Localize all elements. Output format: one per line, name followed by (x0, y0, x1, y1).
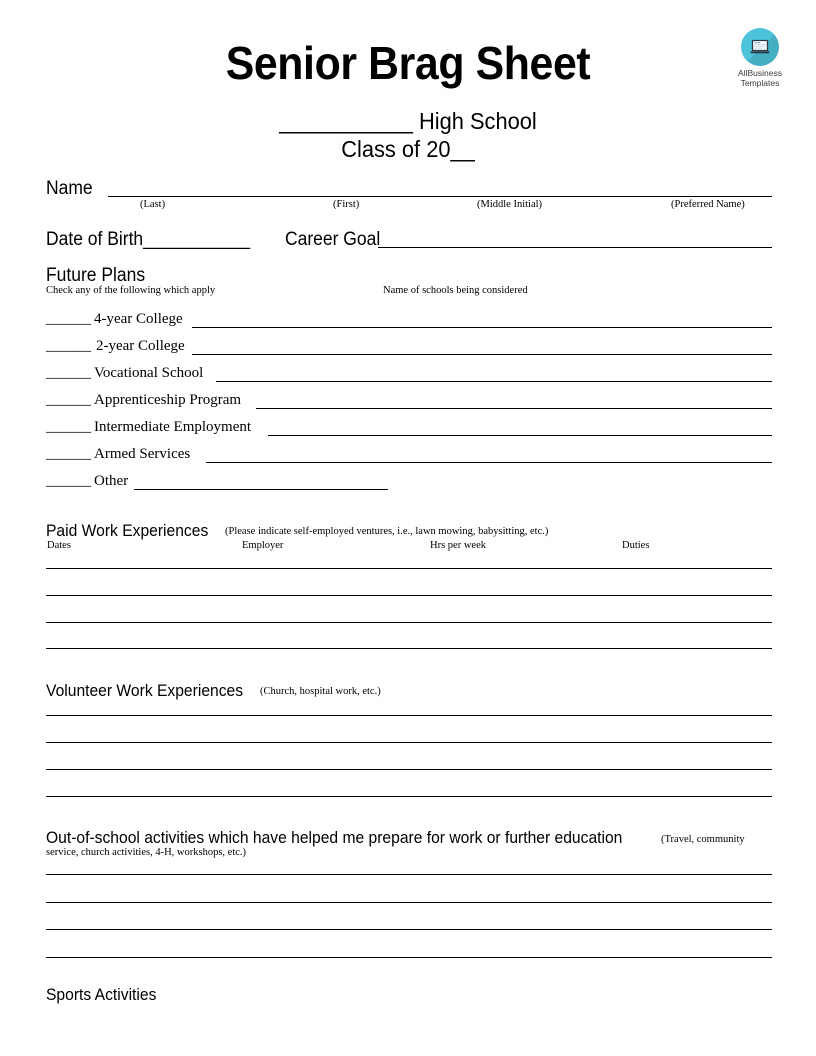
out-of-school-heading: Out-of-school activities which have helped me prepare for work or further education (46, 828, 623, 847)
future-plan-checkbox-blank-0[interactable]: ______ (46, 311, 91, 327)
sports-activities-heading: Sports Activities (46, 985, 157, 1004)
out-of-school-row-line-1[interactable] (46, 902, 772, 903)
logo-text-line1: AllBusiness (738, 68, 782, 78)
future-plan-line-4[interactable] (268, 435, 772, 436)
future-plan-line-1[interactable] (192, 354, 772, 355)
date-of-birth-label[interactable]: Date of Birth___________ (46, 229, 251, 250)
future-plan-line-3[interactable] (256, 408, 772, 409)
paid-work-row-line-1[interactable] (46, 595, 772, 596)
name-input-line[interactable] (108, 196, 772, 197)
paid-work-row-line-0[interactable] (46, 568, 772, 569)
future-plan-checkbox-blank-5[interactable]: ______ (46, 446, 91, 462)
future-plan-label-armed-services: Armed Services (94, 446, 191, 462)
name-sublabel-preferred-name: (Preferred Name) (671, 199, 745, 210)
paid-work-column-duties: Duties (622, 540, 650, 551)
name-label: Name (46, 178, 93, 199)
volunteer-work-heading: Volunteer Work Experiences (46, 681, 244, 700)
volunteer-work-note: (Church, hospital work, etc.) (260, 686, 381, 697)
future-plan-label-intermediate-employment: Intermediate Employment (94, 419, 252, 435)
volunteer-work-row-line-3[interactable] (46, 796, 772, 797)
page-title: Senior Brag Sheet (225, 37, 591, 89)
career-goal-label: Career Goal (285, 229, 381, 250)
name-sublabel-first: (First) (333, 199, 360, 210)
out-of-school-row-line-2[interactable] (46, 929, 772, 930)
career-goal-input-line[interactable] (378, 247, 772, 248)
future-plan-line-5[interactable] (206, 462, 772, 463)
future-plan-checkbox-blank-2[interactable]: ______ (46, 365, 91, 381)
out-of-school-note-part1: (Travel, community (661, 834, 745, 845)
out-of-school-row-line-3[interactable] (46, 957, 772, 958)
volunteer-work-row-line-1[interactable] (46, 742, 772, 743)
out-of-school-row-line-0[interactable] (46, 874, 772, 875)
future-plans-heading: Future Plans (46, 265, 146, 286)
volunteer-work-row-line-0[interactable] (46, 715, 772, 716)
future-plan-label-apprenticeship-program: Apprenticeship Program (94, 392, 242, 408)
school-name-field: ___________ High School (279, 108, 537, 134)
future-plan-checkbox-blank-6[interactable]: ______ (46, 473, 91, 489)
out-of-school-note-part2: service, church activities, 4-H, workshops, etc.) (46, 847, 247, 858)
future-plan-checkbox-blank-4[interactable]: ______ (46, 419, 91, 435)
future-plan-label-4-year-college: 4-year College (94, 311, 183, 327)
future-plan-line-2[interactable] (216, 381, 772, 382)
name-sublabel-middle-initial: (Middle Initial) (477, 199, 543, 210)
logo-text-line2: Templates (740, 78, 780, 88)
future-plan-label-2-year-college: 2-year College (96, 338, 185, 354)
class-year-field: Class of 20__ (341, 136, 475, 162)
future-plan-label-vocational-school: Vocational School (94, 365, 204, 381)
future-plans-schools-note: Name of schools being considered (383, 285, 528, 296)
paid-work-column-employer: Employer (242, 540, 284, 551)
paid-work-column-hrs-per-week: Hrs per week (430, 540, 486, 551)
future-plans-instruction: Check any of the following which apply (46, 285, 216, 296)
volunteer-work-row-line-2[interactable] (46, 769, 772, 770)
paid-work-row-line-3[interactable] (46, 648, 772, 649)
future-plan-line-0[interactable] (192, 327, 772, 328)
future-plan-line-6[interactable] (134, 489, 388, 490)
paid-work-column-dates: Dates (47, 540, 71, 551)
paid-work-row-line-2[interactable] (46, 622, 772, 623)
paid-work-note: (Please indicate self-employed ventures, i.e., lawn mowing, babysitting, etc.) (225, 526, 549, 537)
future-plan-checkbox-blank-1[interactable]: ______ (46, 338, 91, 354)
future-plan-label-other: Other (94, 473, 129, 489)
paid-work-heading: Paid Work Experiences (46, 521, 209, 540)
future-plan-checkbox-blank-3[interactable]: ______ (46, 392, 91, 408)
name-sublabel-last: (Last) (140, 199, 166, 210)
